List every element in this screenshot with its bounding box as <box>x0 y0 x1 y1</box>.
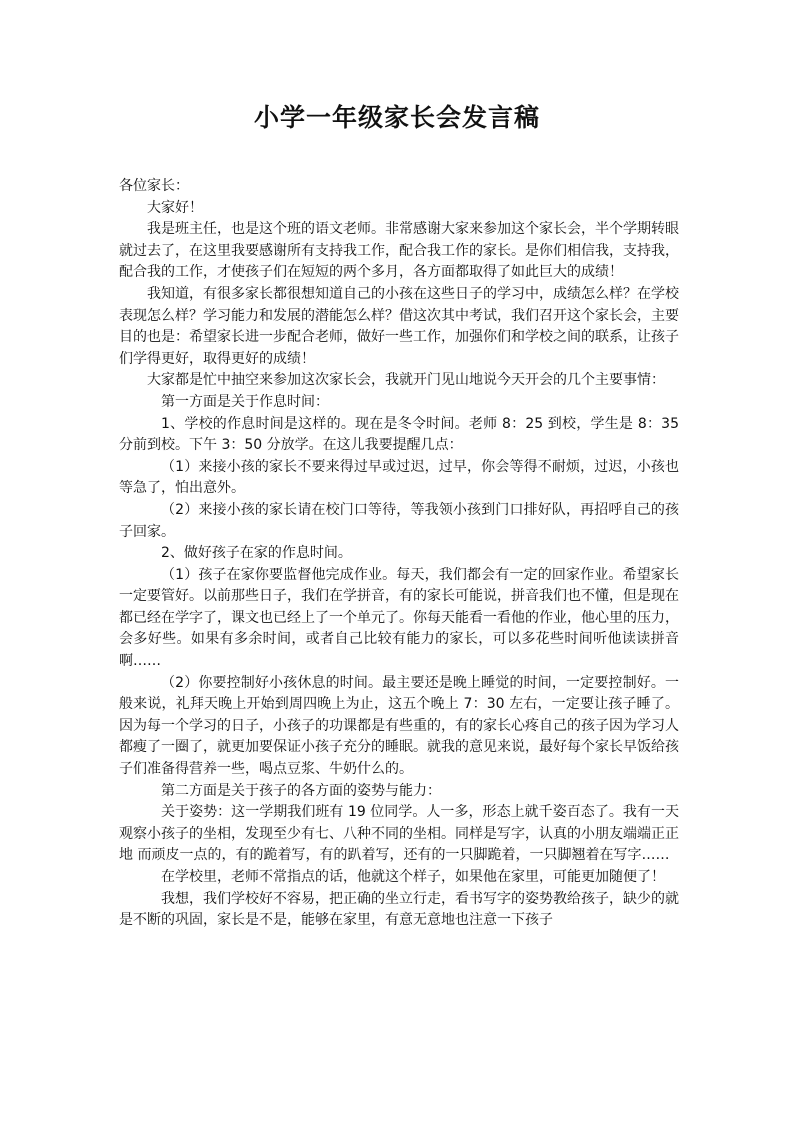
salutation: 各位家长： <box>119 178 189 194</box>
paragraph-greeting: 大家好！ <box>147 199 203 216</box>
paragraph-intro: 我是班主任，也是这个班的语文老师。非常感谢大家来参加这个家长会，半个学期转眼就过去了，在这里我要感谢所有支持我工作，配合我工作的家长。是你们相信我，支持我，配合我的工作，才使孩子们在短短的两个多月，各方面都取得了如此巨大的成绩！ <box>119 221 679 281</box>
paragraph-pickup-gate: （2）来接小孩的家长请在校门口等待，等我领小孩到门口排好队，再招呼自己的孩子回家。 <box>119 501 679 540</box>
paragraph-agenda: 大家都是忙中抽空来参加这次家长会，我就开门见山地说今天开会的几个主要事情： <box>147 372 665 389</box>
paragraph-homework: （1）孩子在家你要监督他完成作业。每天，我们都会有一定的回家作业。希望家长一定要管好。以前那些日子，我们在学拼音，有的家长可能说，拼音我们也不懂，但是现在都已经在学字了，课文也已经上了一个单元了。你每天能看一看他的作业，他心里的压力，会多好些。如果有多余时间，或者自己比较有能力的家长，可以多花些时间听他读读拼音啊…… <box>119 566 679 670</box>
paragraph-home-schedule: 2、做好孩子在家的作息时间。 <box>161 545 352 562</box>
paragraph-pickup-timing: （1）来接小孩的家长不要来得过早或过迟，过早，你会等得不耐烦，过迟，小孩也等急了，怕出意外。 <box>119 458 679 497</box>
document-title: 小学一年级家长会发言稿 <box>253 103 540 132</box>
paragraph-school-schedule: 1、学校的作息时间是这样的。现在是冬令时间。老师 8：25 到校，学生是 8：35 分前到校。下午 3：50 分放学。在这儿我要提醒几点： <box>119 415 679 454</box>
document-body <box>119 176 679 932</box>
section-heading-posture: 第二方面是关于孩子的各方面的姿势与能力： <box>161 782 441 799</box>
paragraph-reinforce: 我想，我们学校好不容易，把正确的坐立行走，看书写字的姿势教给孩子，缺少的就是不断的巩固，家长是不是，能够在家里，有意无意地也注意一下孩子 <box>119 890 679 929</box>
section-heading-schedule: 第一方面是关于作息时间： <box>161 393 329 410</box>
paragraph-sleep: （2）你要控制好小孩休息的时间。最主要还是晚上睡觉的时间，一定要控制好。一般来说，礼拜天晚上开始到周四晚上为止，这五个晚上 7：30 左右，一定要让孩子睡了。因为每一个学习的日子，小孩子的功课都是有些重的，有的家长心疼自己的孩子因为学习人都瘦了一圈了，就更加要保证小孩子充分的睡眠。就我的意见来说，最好每个家长早饭给孩子们准备得营养一些，喝点豆浆、牛奶什么的。 <box>119 674 679 778</box>
paragraph-posture: 关于姿势：这一学期我们班有 19 位同学。人一多，形态上就千姿百态了。我有一天观察小孩子的坐相，发现至少有七、八种不同的坐相。同样是写字，认真的小朋友端端正正地 而顽皮一点的，有的跪着写，有的趴着写，还有的一只脚跪着，一只脚翘着在写字…… <box>119 804 679 864</box>
paragraph-school-posture: 在学校里，老师不常指点的话，他就这个样子，如果他在家里，可能更加随便了！ <box>161 869 665 885</box>
paragraph-purpose: 我知道，有很多家长都很想知道自己的小孩在这些日子的学习中，成绩怎么样？在学校表现怎么样？学习能力和发展的潜能怎么样？借这次其中考试，我们召开这个家长会，主要目的也是：希望家长进一步配合老师，做好一些工作，加强你们和学校之间的联系，让孩子们学得更好，取得更好的成绩！ <box>119 285 679 367</box>
